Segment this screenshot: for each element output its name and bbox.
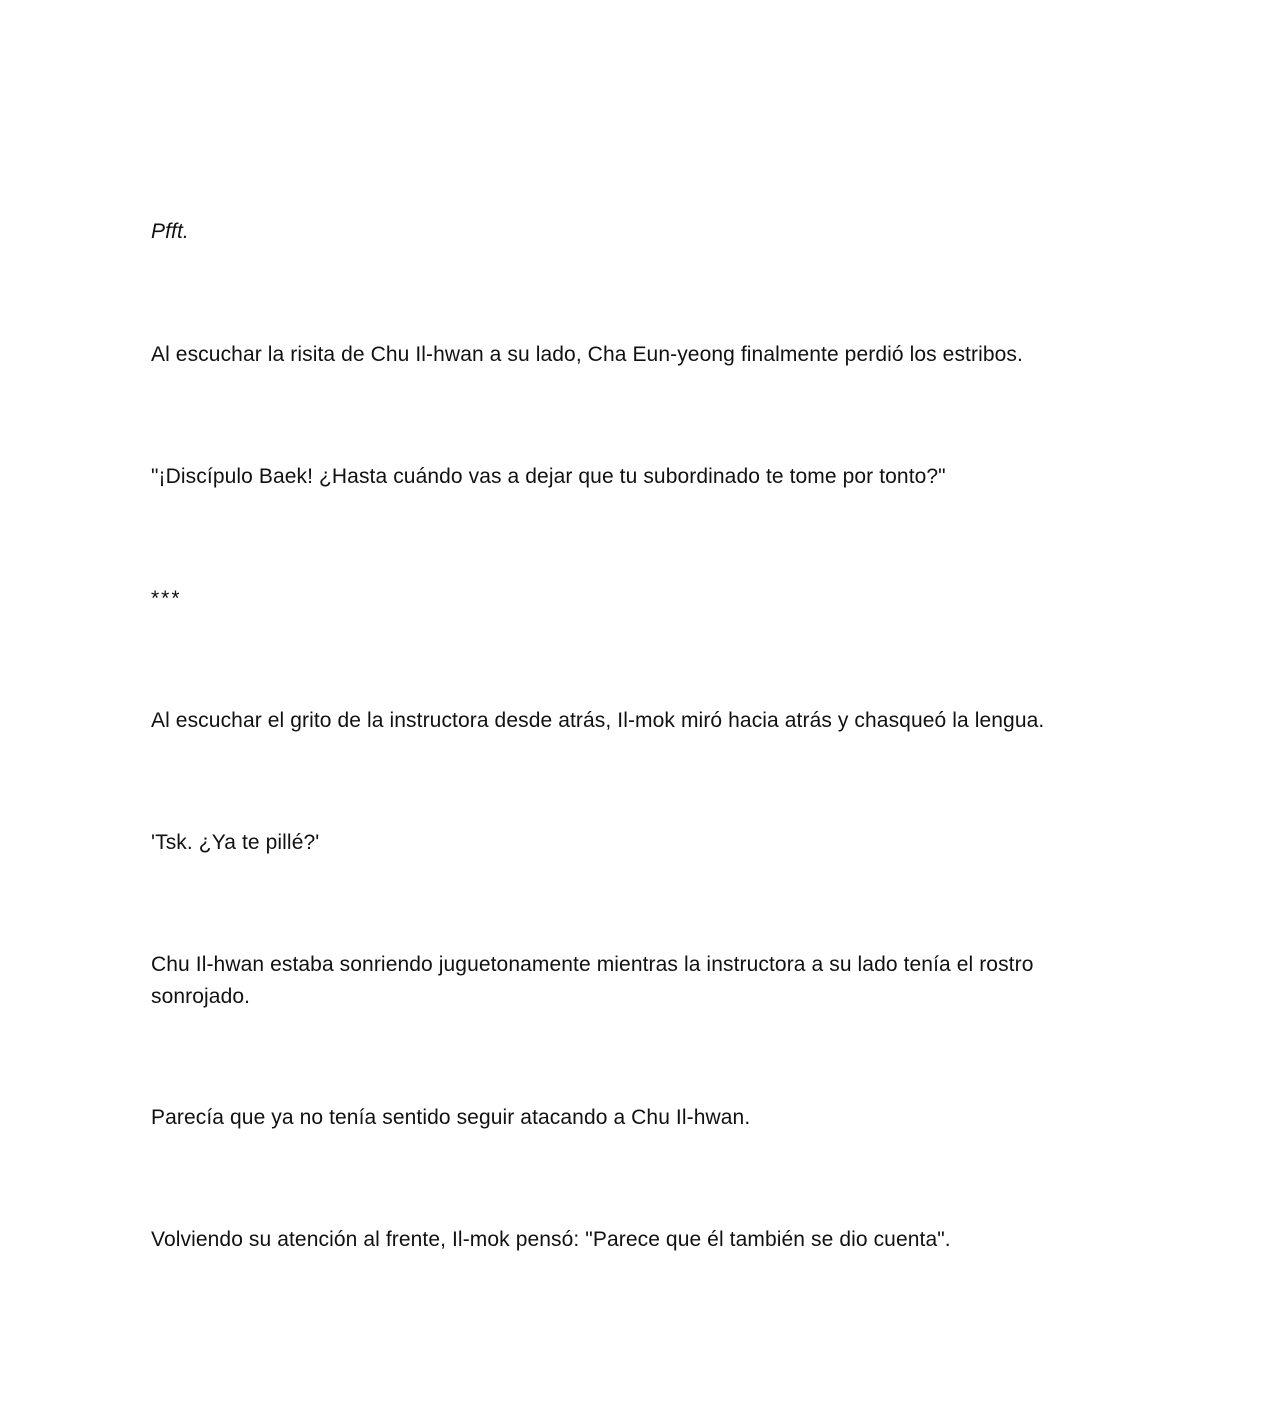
paragraph-dialogue: "¡Discípulo Baek! ¿Hasta cuándo vas a dejar que tu subordinado te tome por tonto?" xyxy=(151,465,946,488)
paragraph-exclamation: Pfft. xyxy=(151,220,189,243)
paragraph: Volviendo su atención al frente, Il-mok pensó: "Parece que él también se dio cuenta". xyxy=(151,1228,951,1251)
paragraph: Parecía que ya no tenía sentido seguir atacando a Chu Il-hwan. xyxy=(151,1106,751,1129)
paragraph-thought: 'Tsk. ¿Ya te pillé?' xyxy=(151,831,320,854)
scene-break: *** xyxy=(151,587,182,610)
paragraph: Al escuchar la risita de Chu Il-hwan a su lado, Cha Eun-yeong finalmente perdió los estribos. xyxy=(151,343,1023,366)
paragraph: Chu Il-hwan estaba sonriendo juguetonamente mientras la instructora a su lado tenía el rostro sonrojado. xyxy=(151,953,1034,1008)
paragraph: Al escuchar el grito de la instructora desde atrás, Il-mok miró hacia atrás y chasqueó la lengua. xyxy=(151,709,1045,732)
